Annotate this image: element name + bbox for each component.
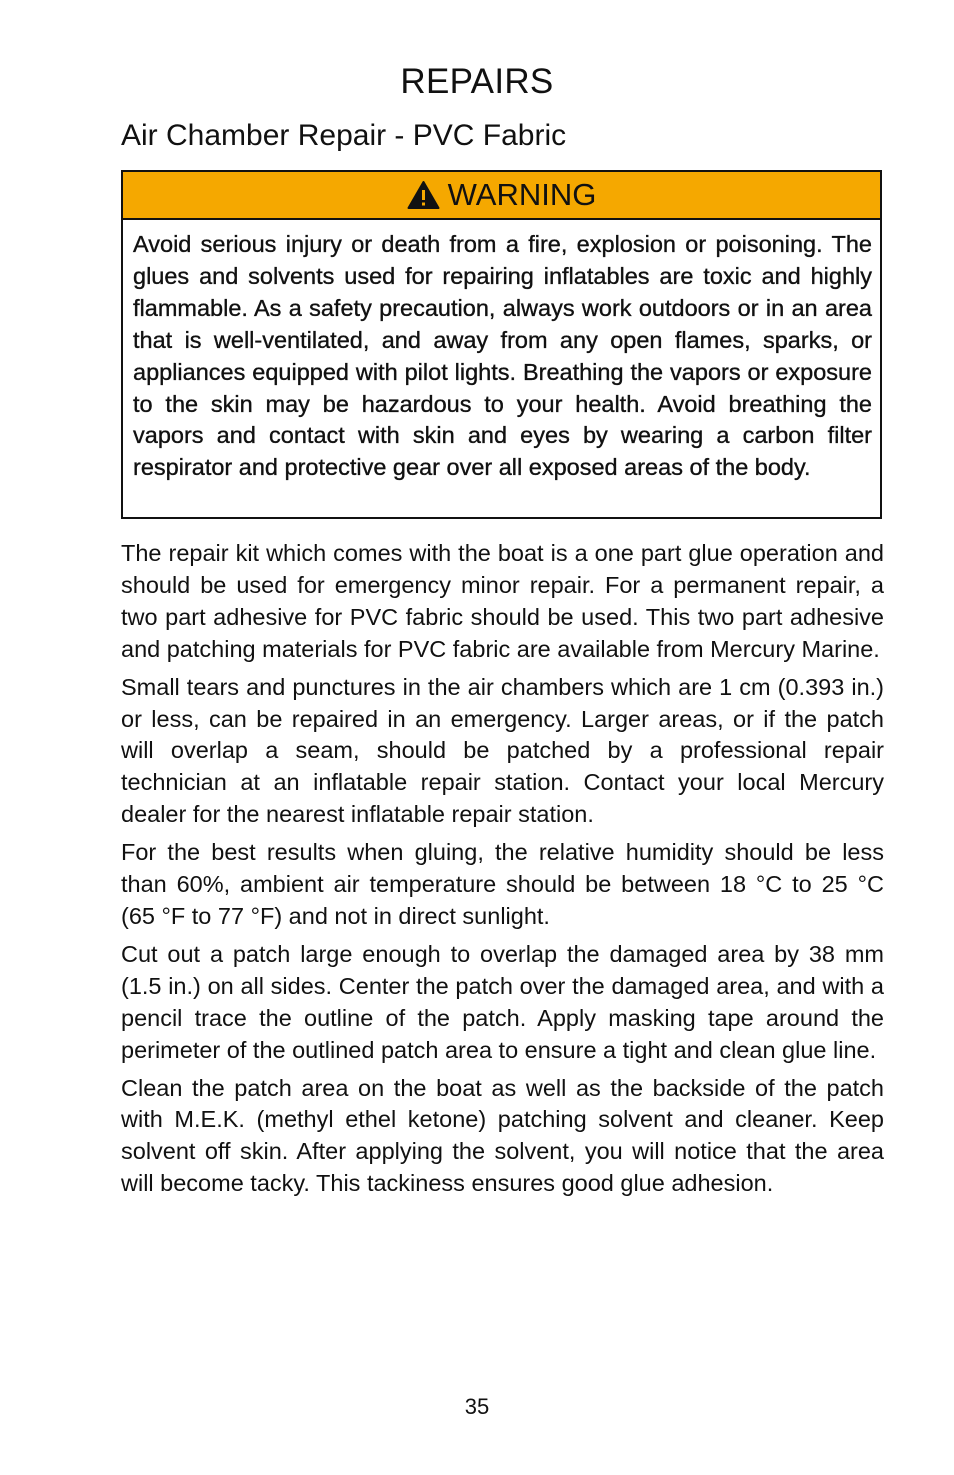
warning-text: Avoid serious injury or death from a fire, explosion or poisoning. The glues and solvents used for repairing inflatables are toxic and highly flammable. As a safety precaution, always work outdoors or in an area that is well-ventilated, and away from any open flames, sparks, or appliances equipped with pilot lights. Breathing the vapors or exposure to the skin may be hazardous to your health. Avoid breathing the vapors and contact with skin and eyes by wearing a carbon filter respirator and protective gear over all exposed areas of the body. (133, 231, 872, 481)
paragraph: Clean the patch area on the boat as well as the backside of the patch with M.E.K. (methyl ethel ketone) patching solvent and cleaner. Keep solvent off skin. After applying the solvent, you will notice that the area will become tacky. This tackiness ensures good glue adhesion. (121, 1074, 884, 1197)
page-title: REPAIRS (400, 62, 554, 101)
section-title: Air Chamber Repair - PVC Fabric (121, 119, 567, 152)
warning-box (121, 170, 882, 519)
page-number: 35 (464, 1394, 490, 1419)
paragraph: The repair kit which comes with the boat is a one part glue operation and should be used for emergency minor repair. For a permanent repair, a two part adhesive for PVC fabric should be used. This two part adhesive and patching materials for PVC fabric are available from Mercury Marine. (121, 540, 884, 662)
paragraph: Cut out a patch large enough to overlap the damaged area by 38 mm (1.5 in.) on all sides. Center the patch over the damaged area, and with a pencil trace the outline of the patch. Apply masking tape around the perimeter of the outlined patch area to ensure a tight and clean glue line. (121, 940, 884, 1063)
paragraph: For the best results when gluing, the relative humidity should be less than 60%, ambient air temperature should be between 18 °C to 25 °C (65 °F to 77 °F) and not in direct sunlight. (121, 839, 884, 929)
warning-triangle-icon (407, 180, 440, 210)
warning-header (123, 172, 880, 220)
body-content (121, 538, 884, 1206)
paragraph: Small tears and punctures in the air chambers which are 1 cm (0.393 in.) or less, can be repaired in an emergency. Larger areas, or if the patch will overlap a seam, should be patched by a professional repair technician at an inflatable repair station. Contact your local Mercury dealer for the nearest inflatable repair station. (121, 673, 884, 828)
warning-label: WARNING (447, 177, 597, 212)
